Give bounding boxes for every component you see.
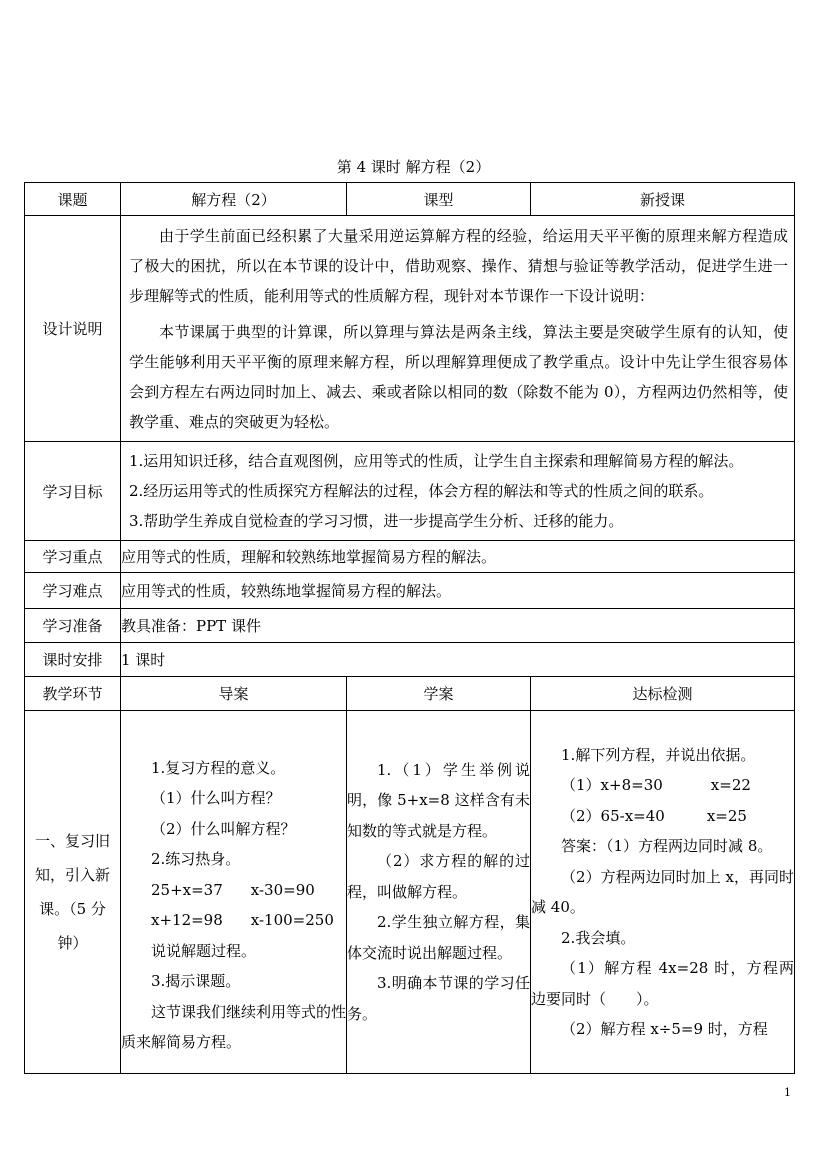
stage-1-label — [25, 711, 121, 1074]
type-value: 新授课 — [531, 183, 795, 216]
stage-1-label-line: 课。（5 分 — [39, 900, 106, 918]
schedule-label: 课时安排 — [25, 643, 121, 677]
stage-1-study — [347, 711, 531, 1074]
stage-1-guide — [121, 711, 347, 1074]
check-line: 1.解下列方程，并说出依据。 — [561, 745, 756, 764]
equation: 25+x=37 — [151, 880, 223, 899]
goals-row — [25, 442, 795, 541]
difficulty-row — [25, 573, 795, 609]
goals-content — [121, 442, 795, 541]
answer: x=22 — [710, 776, 751, 794]
difficulty-value: 应用等式的性质，较熟练地掌握简易方程的解法。 — [121, 573, 795, 609]
check-line: 答案：（1）方程两边同时减 8。 — [561, 837, 773, 855]
check-line: （1）解方程 4x=28 时，方程两边要同时（ ）。 — [531, 959, 795, 1008]
study-paragraph: 1.（1）学生举例说明，像 5+x=8 这样含有未知数的等式就是方程。 — [347, 760, 531, 840]
guide-line: 1.复习方程的意义。 — [151, 758, 286, 777]
guide-line: 3.揭示课题。 — [151, 972, 241, 990]
stage-1-label-line: 一、复习旧 — [34, 832, 110, 850]
stage-1-label-line: 钟） — [57, 934, 88, 952]
column-header-row — [25, 677, 795, 711]
check-column-header: 达标检测 — [531, 677, 795, 711]
equation: x+12=98 — [151, 911, 223, 929]
topic-label: 课题 — [25, 183, 121, 216]
stage-1-check — [531, 711, 795, 1074]
page-number: 1 — [784, 1086, 791, 1099]
study-paragraph: 3.明确本节课的学习任务。 — [347, 974, 531, 1023]
question: （2）65-x=40 — [561, 806, 665, 825]
preparation-value: 教具准备：PPT 课件 — [121, 609, 795, 643]
question: （1）x+8=30 — [561, 776, 663, 794]
check-line: （2）方程两边同时加上 x，再同时减 40。 — [531, 867, 795, 916]
study-paragraph: （2）求方程的解的过程，叫做解方程。 — [347, 852, 531, 901]
check-line: （2）解方程 x÷5=9 时，方程 — [561, 1020, 768, 1038]
type-label: 课型 — [347, 183, 531, 216]
guide-line: 说说解题过程。 — [151, 941, 257, 960]
page-title: 第 4 课时 解方程（2） — [336, 158, 491, 176]
check-question — [531, 801, 794, 832]
guide-line: （1）什么叫方程？ — [151, 789, 281, 807]
key-point-label: 学习重点 — [25, 541, 121, 573]
schedule-value: 1 课时 — [121, 643, 795, 677]
goal-item: 2.经历运用等式的性质探究方程解法的过程，体会方程的解法和等式的性质之间的联系。 — [129, 482, 714, 500]
key-point-row — [25, 541, 795, 573]
guide-column-header: 导案 — [121, 677, 347, 711]
stage-1-row — [25, 711, 795, 1074]
goals-label: 学习目标 — [25, 442, 121, 541]
schedule-row — [25, 643, 795, 677]
design-paragraph: 本节课属于典型的计算课，所以算理与算法是两条主线，算法主要是突破学生原有的认知，使学生能够利用天平平衡的原理来解方程，所以理解算理便成了教学重点。设计中先让学生很容易体会到方程左右两边同时加上、减去、乘或者除以相同的数（除数不能为 0），方程两边仍然相等，使教学重、难点的突破更为轻松。 — [129, 322, 789, 431]
design-row — [25, 216, 795, 442]
guide-line: 这节课我们继续利用等式的性质来解简易方程。 — [121, 1002, 347, 1051]
study-column-header: 学案 — [347, 677, 531, 711]
equation: x-30=90 — [250, 880, 315, 899]
guide-equations — [121, 875, 346, 906]
guide-line: 2.练习热身。 — [151, 850, 241, 868]
design-label: 设计说明 — [25, 216, 121, 442]
answer: x=25 — [706, 806, 747, 825]
check-line: 2.我会填。 — [561, 928, 636, 947]
study-paragraph: 2.学生独立解方程，集体交流时说出解题过程。 — [347, 913, 531, 962]
header-row — [25, 183, 795, 216]
design-content — [121, 216, 795, 442]
difficulty-label: 学习难点 — [25, 573, 121, 609]
lesson-plan-table — [24, 182, 795, 1074]
goal-item: 3.帮助学生养成自觉检查的学习习惯，进一步提高学生分析、迁移的能力。 — [129, 512, 624, 530]
design-paragraph: 由于学生前面已经积累了大量采用逆运算解方程的经验，给运用天平平衡的原理来解方程造成了极大的困扰，所以在本节课的设计中，借助观察、操作、猜想与验证等教学活动，促进学生进一步理解等式的性质，能利用等式的性质解方程，现针对本节课作一下设计说明： — [129, 226, 789, 305]
equation: x-100=250 — [250, 911, 334, 929]
preparation-label: 学习准备 — [25, 609, 121, 643]
goal-item: 1.运用知识迁移，结合直观图例，应用等式的性质，让学生自主探索和理解简易方程的解法。 — [129, 452, 744, 470]
stage-column-header: 教学环节 — [25, 677, 121, 711]
check-question — [531, 770, 794, 801]
guide-equations — [121, 905, 346, 936]
key-point-value: 应用等式的性质，理解和较熟练地掌握简易方程的解法。 — [121, 541, 795, 573]
stage-1-label-line: 知，引入新 — [34, 866, 110, 884]
preparation-row — [25, 609, 795, 643]
topic-value: 解方程（2） — [121, 183, 347, 216]
guide-line: （2）什么叫解方程？ — [151, 819, 296, 838]
